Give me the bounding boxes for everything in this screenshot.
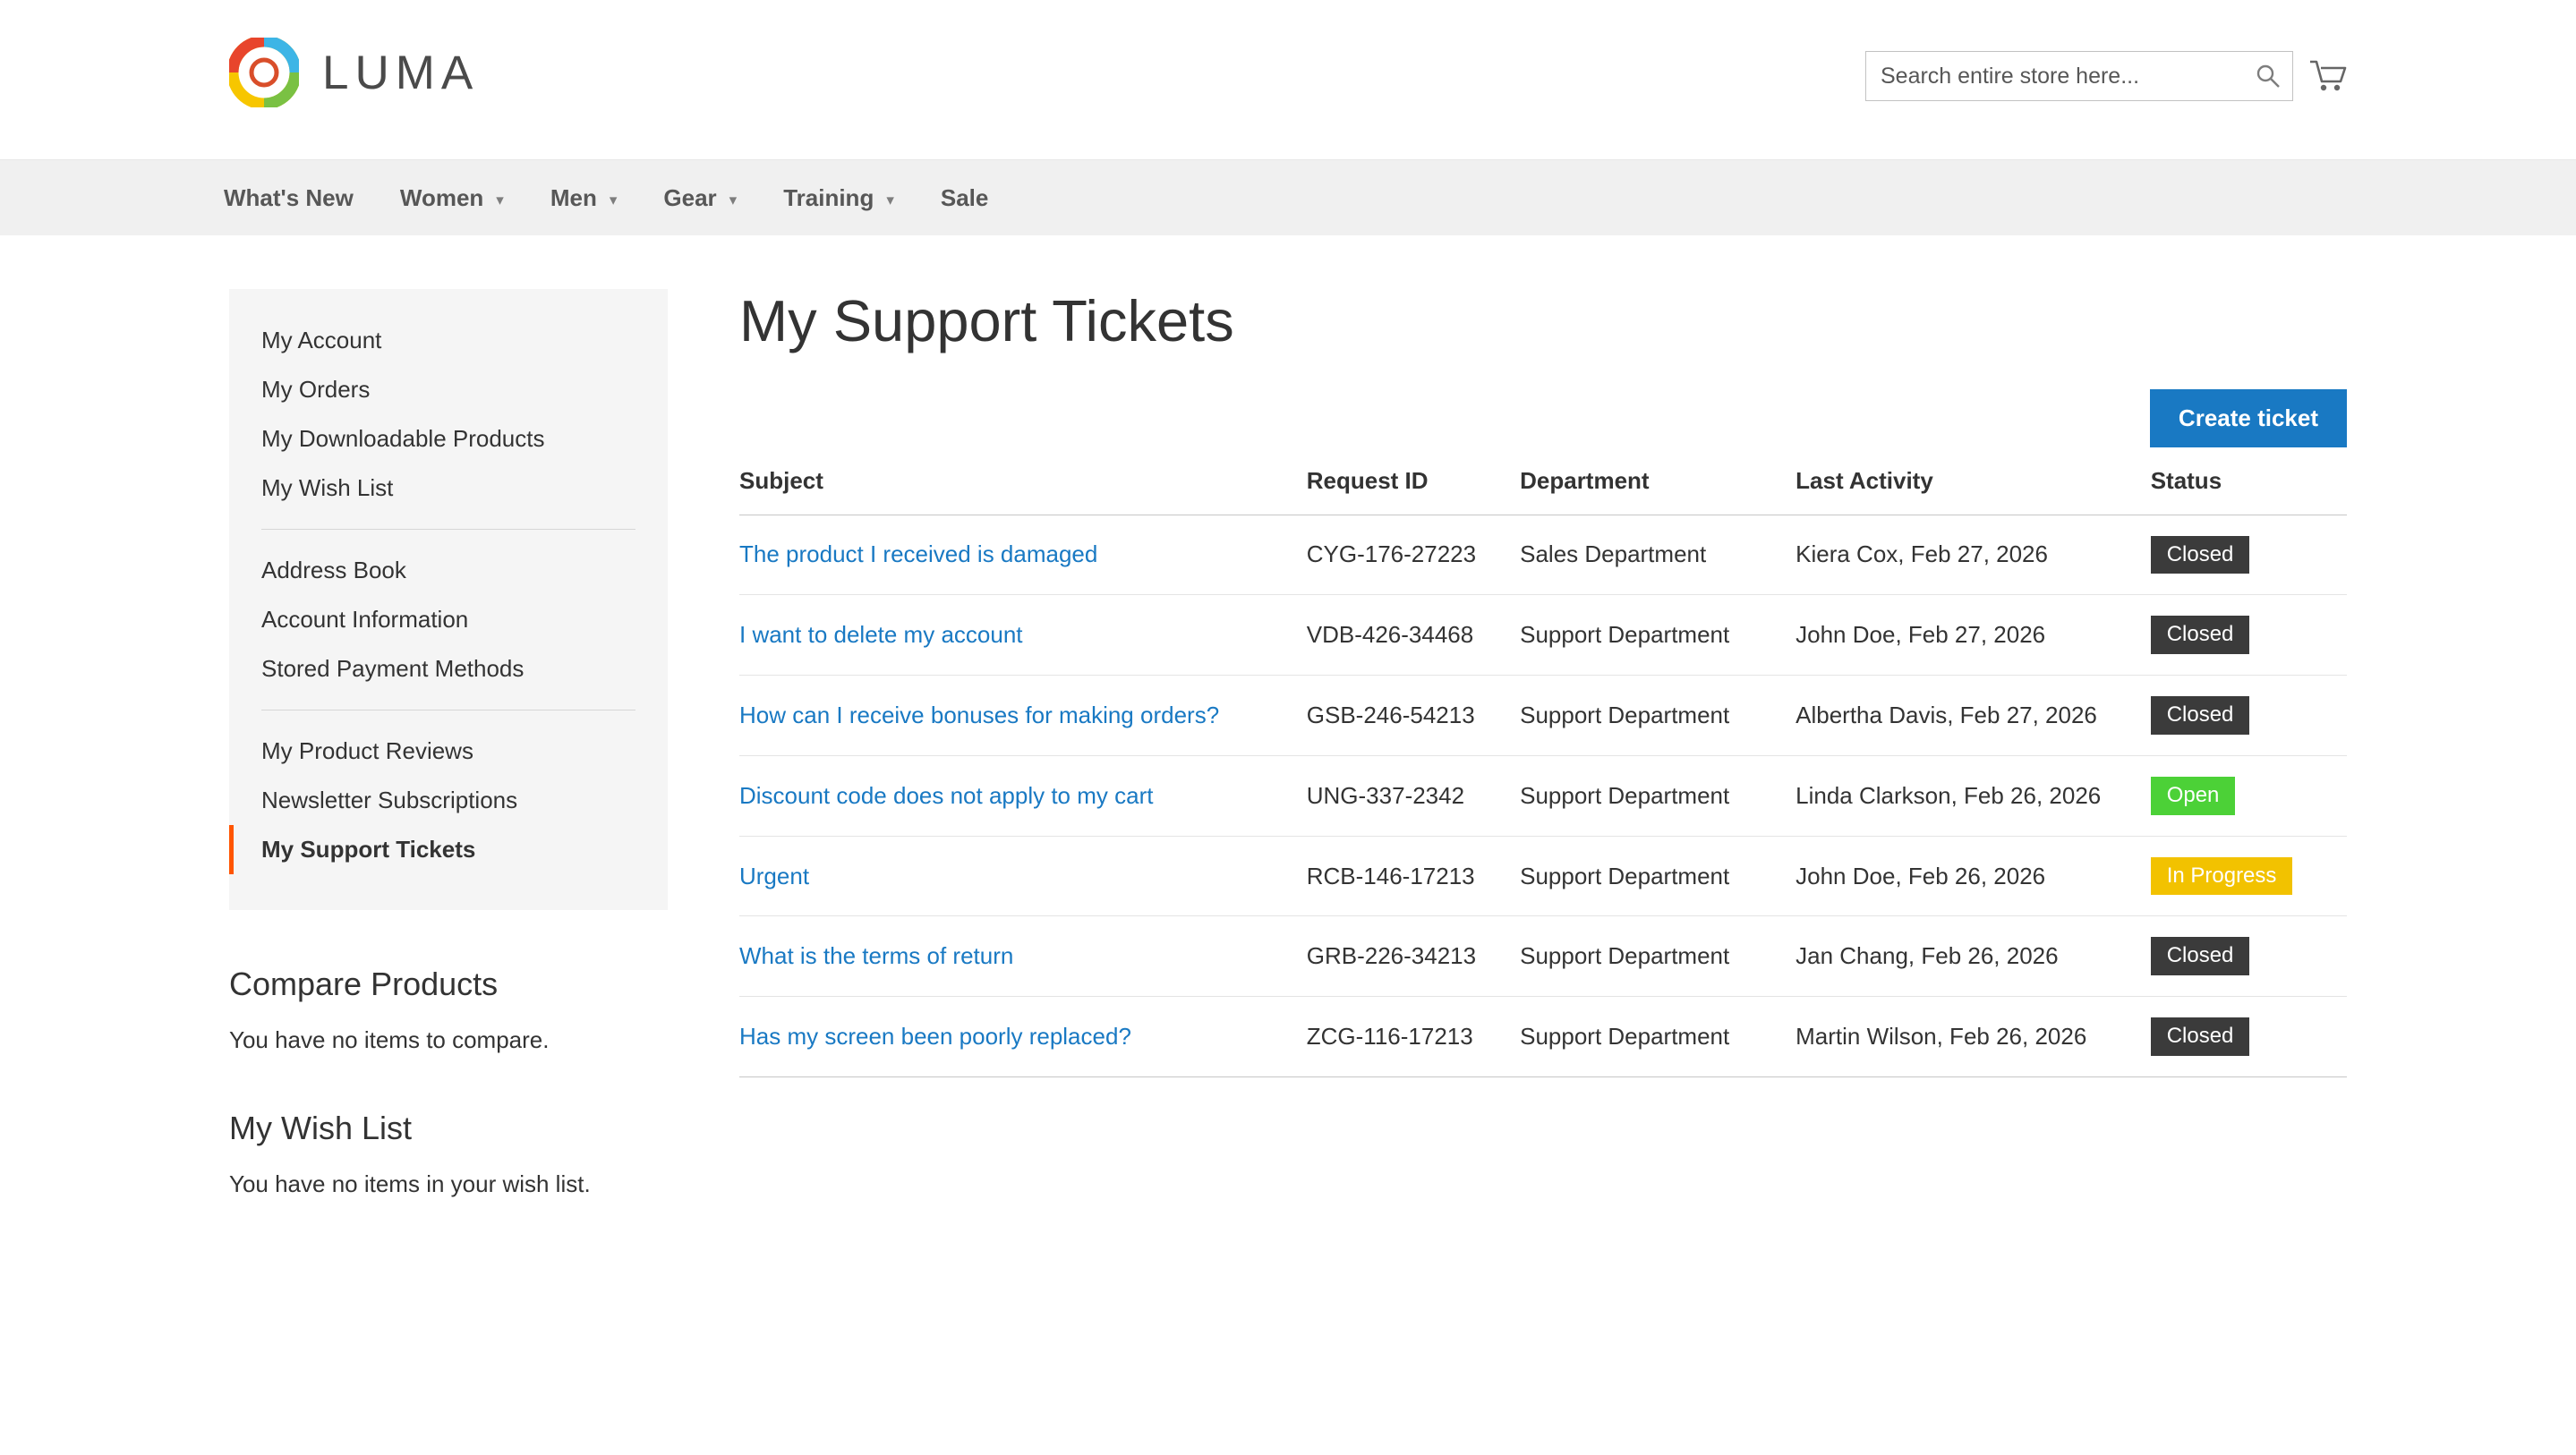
- chevron-down-icon: ▾: [886, 191, 894, 208]
- cell-request-id: UNG-337-2342: [1307, 755, 1520, 836]
- cell-status: [2151, 595, 2347, 676]
- page-columns: [0, 235, 2576, 1198]
- nav-item-women[interactable]: [400, 160, 504, 236]
- nav-item-men[interactable]: [550, 160, 618, 236]
- nav-label: What's New: [224, 183, 354, 211]
- status-badge: Closed: [2151, 616, 2250, 654]
- cell-last-activity: Linda Clarkson, Feb 26, 2026: [1796, 755, 2151, 836]
- sidebar-item-label: Newsletter Subscriptions: [261, 787, 518, 813]
- table-row: [739, 997, 2347, 1077]
- sidebar-item-my-wish-list[interactable]: [229, 464, 668, 513]
- cell-status: [2151, 515, 2347, 595]
- cell-request-id: GSB-246-54213: [1307, 676, 1520, 756]
- sidebar-item-my-downloadable-products[interactable]: [229, 414, 668, 464]
- ticket-subject-link[interactable]: How can I receive bonuses for making orders?: [739, 701, 1220, 728]
- cell-status: [2151, 997, 2347, 1077]
- nav-item-gear[interactable]: [663, 160, 737, 236]
- compare-products-empty-text: You have no items to compare.: [229, 1026, 550, 1053]
- column-header-status: Status: [2151, 467, 2347, 515]
- cell-department: Support Department: [1520, 916, 1796, 997]
- wish-list-empty-text: You have no items in your wish list.: [229, 1170, 591, 1197]
- support-tickets-table: [739, 467, 2347, 1078]
- sidebar-item-my-product-reviews[interactable]: [229, 727, 668, 776]
- cell-subject: [739, 836, 1307, 916]
- column-header-department: Department: [1520, 467, 1796, 515]
- cell-last-activity: Albertha Davis, Feb 27, 2026: [1796, 676, 2151, 756]
- chevron-down-icon: ▾: [496, 191, 504, 208]
- cell-subject: [739, 997, 1307, 1077]
- sidebar-item-label: My Support Tickets: [261, 836, 476, 863]
- sidebar-item-label: Account Information: [261, 606, 469, 633]
- table-row: [739, 515, 2347, 595]
- compare-products-block: [229, 966, 668, 1054]
- status-badge: Closed: [2151, 937, 2250, 975]
- cell-department: Support Department: [1520, 676, 1796, 756]
- nav-label: Gear: [663, 183, 717, 211]
- ticket-subject-link[interactable]: What is the terms of return: [739, 942, 1014, 970]
- cell-status: [2151, 836, 2347, 916]
- search-box[interactable]: [1865, 51, 2293, 101]
- cell-last-activity: Kiera Cox, Feb 27, 2026: [1796, 515, 2151, 595]
- chevron-down-icon: ▾: [609, 191, 618, 208]
- table-header-row: [739, 467, 2347, 515]
- cell-department: Support Department: [1520, 595, 1796, 676]
- cell-subject: [739, 595, 1307, 676]
- column-header-subject: Subject: [739, 467, 1307, 515]
- status-badge: Open: [2151, 777, 2236, 815]
- cell-subject: [739, 676, 1307, 756]
- search-icon[interactable]: [2244, 52, 2292, 100]
- sidebar-item-account-information[interactable]: [229, 595, 668, 644]
- logo[interactable]: [229, 38, 479, 107]
- main-content: [668, 289, 2576, 1198]
- status-badge: Closed: [2151, 536, 2250, 574]
- toolbar: [739, 389, 2347, 447]
- cell-request-id: GRB-226-34213: [1307, 916, 1520, 997]
- column-header-request-id: Request ID: [1307, 467, 1520, 515]
- ticket-subject-link[interactable]: Discount code does not apply to my cart: [739, 781, 1154, 809]
- sidebar-item-label: My Orders: [261, 376, 371, 403]
- account-navigation: [229, 289, 668, 910]
- chevron-down-icon: ▾: [729, 191, 738, 208]
- nav-label: Women: [399, 183, 484, 211]
- sidebar-item-stored-payment-methods[interactable]: [229, 644, 668, 693]
- sidebar: [229, 289, 668, 1198]
- status-badge: Closed: [2151, 1017, 2250, 1056]
- ticket-subject-link[interactable]: Urgent: [739, 862, 810, 889]
- cell-last-activity: Martin Wilson, Feb 26, 2026: [1796, 997, 2151, 1077]
- cell-last-activity: John Doe, Feb 26, 2026: [1796, 836, 2151, 916]
- cell-subject: [739, 515, 1307, 595]
- cell-last-activity: John Doe, Feb 27, 2026: [1796, 595, 2151, 676]
- cell-department: Support Department: [1520, 755, 1796, 836]
- sidebar-item-label: Stored Payment Methods: [261, 655, 525, 682]
- cell-department: Support Department: [1520, 836, 1796, 916]
- table-row: [739, 755, 2347, 836]
- nav-item-sale[interactable]: [941, 160, 989, 236]
- nav-label: Training: [783, 183, 874, 211]
- table-body: [739, 515, 2347, 1077]
- sidebar-item-my-support-tickets[interactable]: [229, 825, 668, 874]
- nav-item-training[interactable]: [783, 160, 894, 236]
- sidebar-item-my-account[interactable]: [229, 316, 668, 365]
- cell-subject: [739, 755, 1307, 836]
- status-badge: Closed: [2151, 696, 2250, 735]
- account-nav-group-3: [229, 727, 668, 874]
- divider: [261, 529, 635, 530]
- table-row: [739, 676, 2347, 756]
- sidebar-item-label: Address Book: [261, 557, 406, 583]
- sidebar-item-label: My Downloadable Products: [261, 425, 545, 452]
- cell-status: [2151, 755, 2347, 836]
- nav-label: Men: [550, 183, 597, 211]
- cell-status: [2151, 916, 2347, 997]
- cell-request-id: CYG-176-27223: [1307, 515, 1520, 595]
- ticket-subject-link[interactable]: Has my screen been poorly replaced?: [739, 1023, 1131, 1051]
- cell-subject: [739, 916, 1307, 997]
- sidebar-item-label: My Wish List: [261, 474, 394, 501]
- sidebar-item-label: My Account: [261, 327, 382, 353]
- shopping-cart-icon[interactable]: [2304, 52, 2352, 100]
- sidebar-item-address-book[interactable]: [229, 546, 668, 595]
- sidebar-item-my-orders[interactable]: [229, 365, 668, 414]
- logo-text: LUMA: [322, 46, 480, 99]
- page-title: My Support Tickets: [739, 288, 1234, 353]
- nav-label: Sale: [940, 183, 989, 211]
- wish-list-block: [229, 1110, 668, 1198]
- nav-item-whats-new[interactable]: [224, 160, 354, 236]
- wish-list-title: My Wish List: [229, 1110, 413, 1146]
- table-row: [739, 836, 2347, 916]
- sidebar-item-label: My Product Reviews: [261, 737, 473, 764]
- cell-department: Sales Department: [1520, 515, 1796, 595]
- ticket-subject-link[interactable]: I want to delete my account: [739, 621, 1023, 649]
- main-navigation: [0, 159, 2576, 235]
- status-badge: In Progress: [2151, 857, 2293, 896]
- compare-products-title: Compare Products: [229, 966, 499, 1002]
- cell-status: [2151, 676, 2347, 756]
- cell-last-activity: Jan Chang, Feb 26, 2026: [1796, 916, 2151, 997]
- cell-request-id: RCB-146-17213: [1307, 836, 1520, 916]
- cell-request-id: VDB-426-34468: [1307, 595, 1520, 676]
- cell-request-id: ZCG-116-17213: [1307, 997, 1520, 1077]
- column-header-last-activity: Last Activity: [1796, 467, 2151, 515]
- table-row: [739, 916, 2347, 997]
- search-input[interactable]: [1866, 52, 2244, 100]
- create-ticket-button[interactable]: Create ticket: [2150, 389, 2347, 447]
- site-header: [0, 0, 2576, 159]
- account-nav-group-1: [229, 316, 668, 513]
- table-row: [739, 595, 2347, 676]
- account-nav-group-2: [229, 546, 668, 693]
- sidebar-item-newsletter-subscriptions[interactable]: [229, 776, 668, 825]
- luma-ring-logo-icon: [229, 38, 299, 107]
- ticket-subject-link[interactable]: The product I received is damaged: [739, 540, 1098, 568]
- cell-department: Support Department: [1520, 997, 1796, 1077]
